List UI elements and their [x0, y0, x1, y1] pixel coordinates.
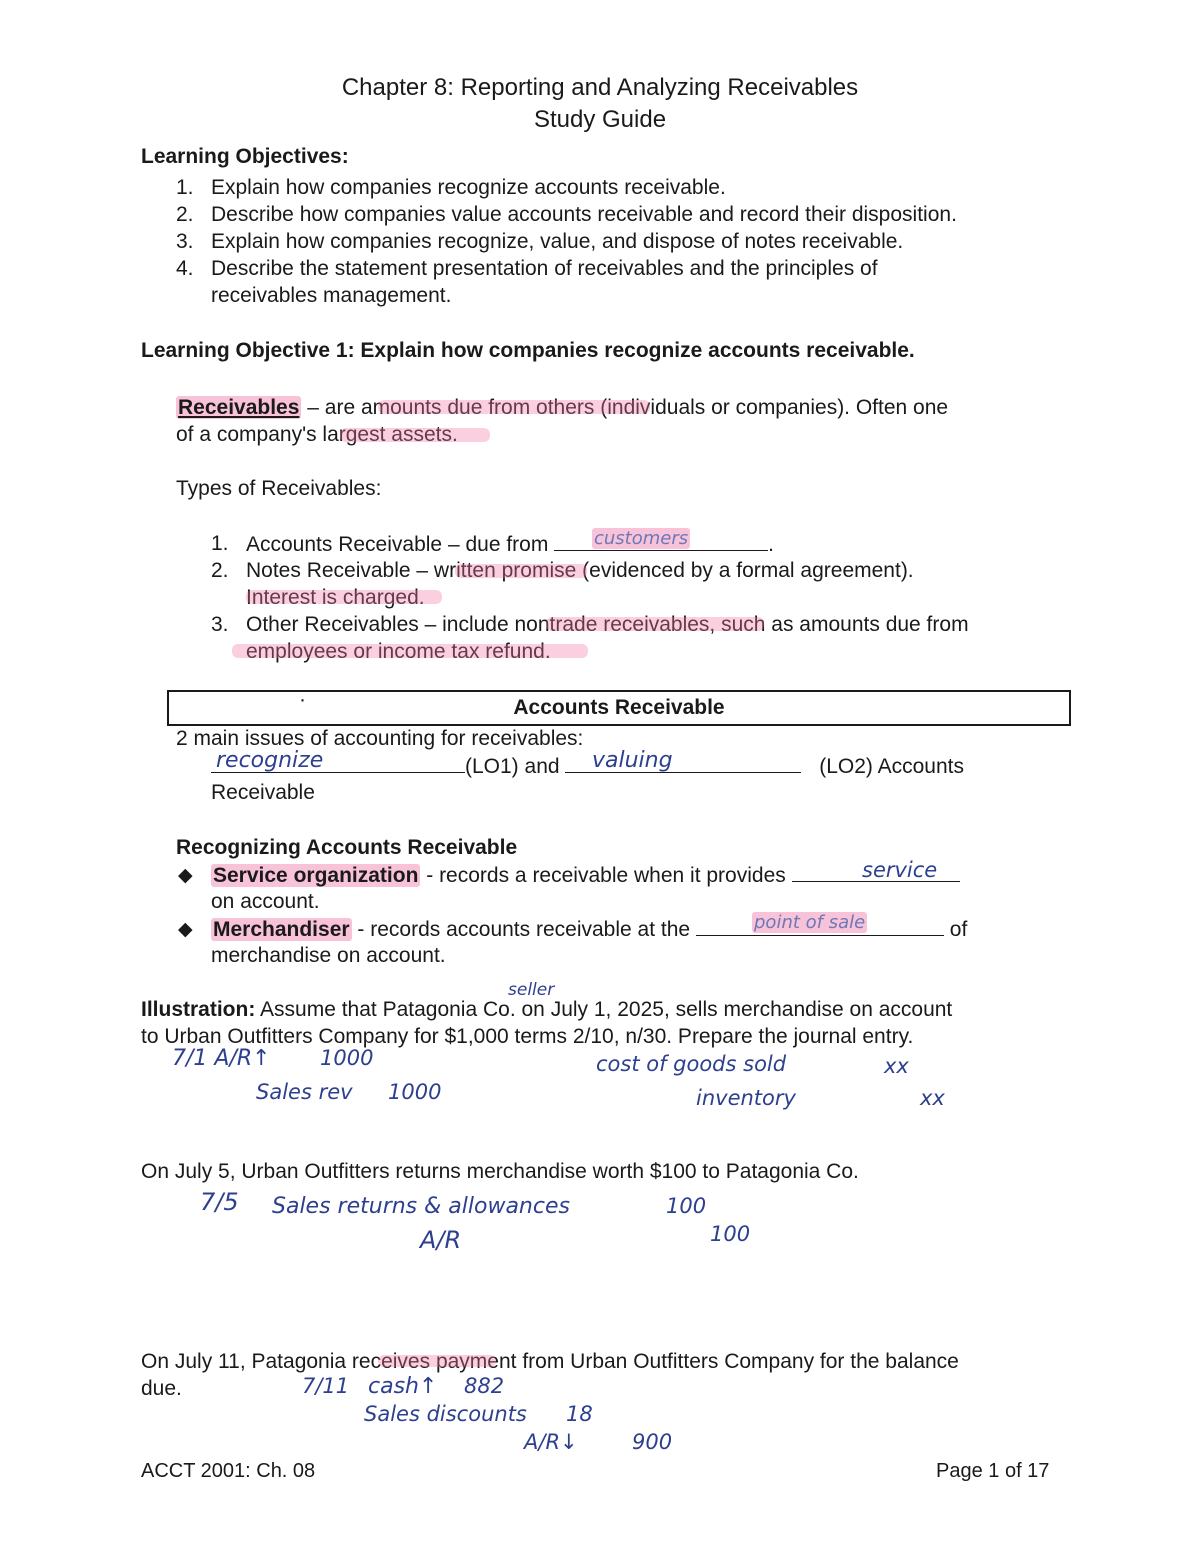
handwritten-seller: seller — [508, 980, 555, 1000]
highlight-mark — [378, 1355, 496, 1367]
highlight-mark — [232, 644, 588, 658]
highlight-mark — [455, 564, 587, 578]
objective-number: 2. — [176, 203, 194, 226]
highlight-mark — [246, 590, 442, 604]
lo1-heading: Learning Objective 1: Explain how companies recognize accounts receivable. — [141, 339, 915, 362]
recognizing-heading: Recognizing Accounts Receivable — [176, 836, 518, 859]
issues-line3: Receivable — [211, 781, 315, 804]
handwritten-service: service — [862, 858, 938, 882]
objective-item: Describe the statement presentation of receivables and the principles of — [211, 257, 878, 280]
lo1-tag: (LO1) and — [465, 755, 560, 778]
objective-item: Explain how companies recognize, value, and dispose of notes receivable. — [211, 230, 904, 253]
merchandiser-term: Merchandiser — [213, 918, 350, 941]
receivables-definition-line2: of a company's largest assets. — [176, 423, 458, 446]
receivables-term: Receivables — [178, 396, 300, 419]
page-subtitle: Study Guide — [533, 106, 667, 133]
handwritten-entry1-credit: Sales rev — [256, 1080, 353, 1104]
type1-suffix: . — [768, 533, 775, 556]
handwritten-entry1-credit-amount: 1000 — [388, 1080, 442, 1104]
footer-page-number: Page 1 of 17 — [936, 1460, 1050, 1482]
illustration-line1 — [141, 996, 952, 1023]
july11-text-line2: due. — [141, 1377, 182, 1400]
handwritten-entry2-credit: A/R — [420, 1226, 462, 1254]
footer-course: ACCT 2001: Ch. 08 — [141, 1460, 316, 1482]
issues-text: 2 main issues of accounting for receivables: — [176, 727, 584, 750]
highlight-mark — [340, 428, 490, 442]
illustration-text: Assume that Patagonia Co. on July 1, 2025, sells merchandise on account — [255, 998, 953, 1021]
objective-number: 3. — [176, 230, 194, 253]
handwritten-entry3-cash-amount: 882 — [464, 1374, 505, 1398]
issues-line2 — [211, 752, 964, 780]
service-term: Service organization — [213, 864, 419, 887]
type-notes-receivable: Notes Receivable – written promise (evidenced by a formal agreement). — [246, 559, 914, 582]
merchandiser-of: of — [949, 918, 968, 941]
service-organization-line — [211, 861, 960, 889]
types-heading: Types of Receivables: — [176, 477, 382, 500]
type1-text: Accounts Receivable – due from — [246, 533, 549, 556]
handwritten-valuing: valuing — [592, 748, 673, 773]
handwritten-entry1-debit: 7/1 A/R↑ — [172, 1046, 271, 1071]
objective-item: Explain how companies recognize accounts receivable. — [211, 176, 726, 199]
illustration-line2: to Urban Outfitters Company for $1,000 terms 2/10, n/30. Prepare the journal entry. — [141, 1025, 914, 1048]
accounts-receivable-header-box — [167, 690, 1071, 726]
objective-number: 4. — [176, 257, 194, 280]
handwritten-entry3-discount: Sales discounts — [364, 1402, 527, 1426]
merchandiser-text-line2: merchandise on account. — [211, 944, 446, 967]
type-other-receivables-line2: employees or income tax refund. — [246, 640, 551, 663]
handwritten-customers: customers — [594, 528, 689, 549]
service-text-line2: on account. — [211, 890, 320, 913]
handwritten-entry1-debit-amount: 1000 — [320, 1046, 374, 1070]
type-number: 3. — [211, 613, 229, 636]
lo2-tag: (LO2) Accounts — [819, 755, 964, 778]
handwritten-entry2-debit-amount: 100 — [666, 1194, 707, 1218]
handwritten-entry3-ar-amount: 900 — [632, 1430, 673, 1454]
decorative-dot: · — [299, 688, 306, 711]
handwritten-inventory-amount: xx — [920, 1086, 945, 1110]
type-accounts-receivable — [246, 530, 774, 558]
objective-item-continued: receivables management. — [211, 284, 452, 307]
july5-text: On July 5, Urban Outfitters returns merchandise worth $100 to Patagonia Co. — [141, 1160, 859, 1183]
type-number: 2. — [211, 559, 229, 582]
handwritten-cogs-amount: xx — [884, 1054, 909, 1078]
handwritten-entry3-ar: A/R↓ — [524, 1430, 578, 1454]
page-title: Chapter 8: Reporting and Analyzing Receivables — [341, 74, 859, 101]
handwritten-recognize: recognize — [216, 748, 324, 773]
service-text: - records a receivable when it provides — [420, 864, 786, 887]
handwritten-entry2-debit: Sales returns & allowances — [272, 1194, 570, 1219]
handwritten-inventory: inventory — [696, 1086, 796, 1110]
type-notes-receivable-line2: Interest is charged. — [246, 586, 425, 609]
highlight-mark — [546, 617, 764, 631]
highlight-mark — [378, 400, 650, 414]
handwritten-point-of-sale: point of sale — [754, 912, 866, 933]
illustration-label: Illustration: — [141, 998, 256, 1021]
type-other-receivables: Other Receivables – include nontrade receivables, such as amounts due from — [246, 613, 969, 636]
receivables-def-text: – are amounts due from others (individuals or companies). Often one — [301, 396, 949, 419]
objective-item: Describe how companies value accounts receivable and record their disposition. — [211, 203, 957, 226]
handwritten-entry2-date: 7/5 — [200, 1188, 239, 1216]
handwritten-entry3-cash: cash↑ — [368, 1374, 438, 1399]
handwritten-entry3-date: 7/11 — [302, 1374, 350, 1398]
type-number: 1. — [211, 532, 229, 555]
july11-text: On July 11, Patagonia receives payment from Urban Outfitters Company for the balance — [141, 1350, 959, 1373]
diamond-bullet-icon: ◆ — [178, 919, 193, 940]
handwritten-entry2-credit-amount: 100 — [710, 1222, 751, 1246]
handwritten-cogs: cost of goods sold — [596, 1052, 787, 1076]
accounts-receivable-title: Accounts Receivable — [513, 696, 725, 719]
objectives-heading: Learning Objectives: — [141, 145, 349, 168]
diamond-bullet-icon: ◆ — [178, 865, 193, 886]
objective-number: 1. — [176, 176, 194, 199]
merchandiser-text: - records accounts receivable at the — [351, 918, 691, 941]
handwritten-entry3-discount-amount: 18 — [566, 1402, 593, 1426]
